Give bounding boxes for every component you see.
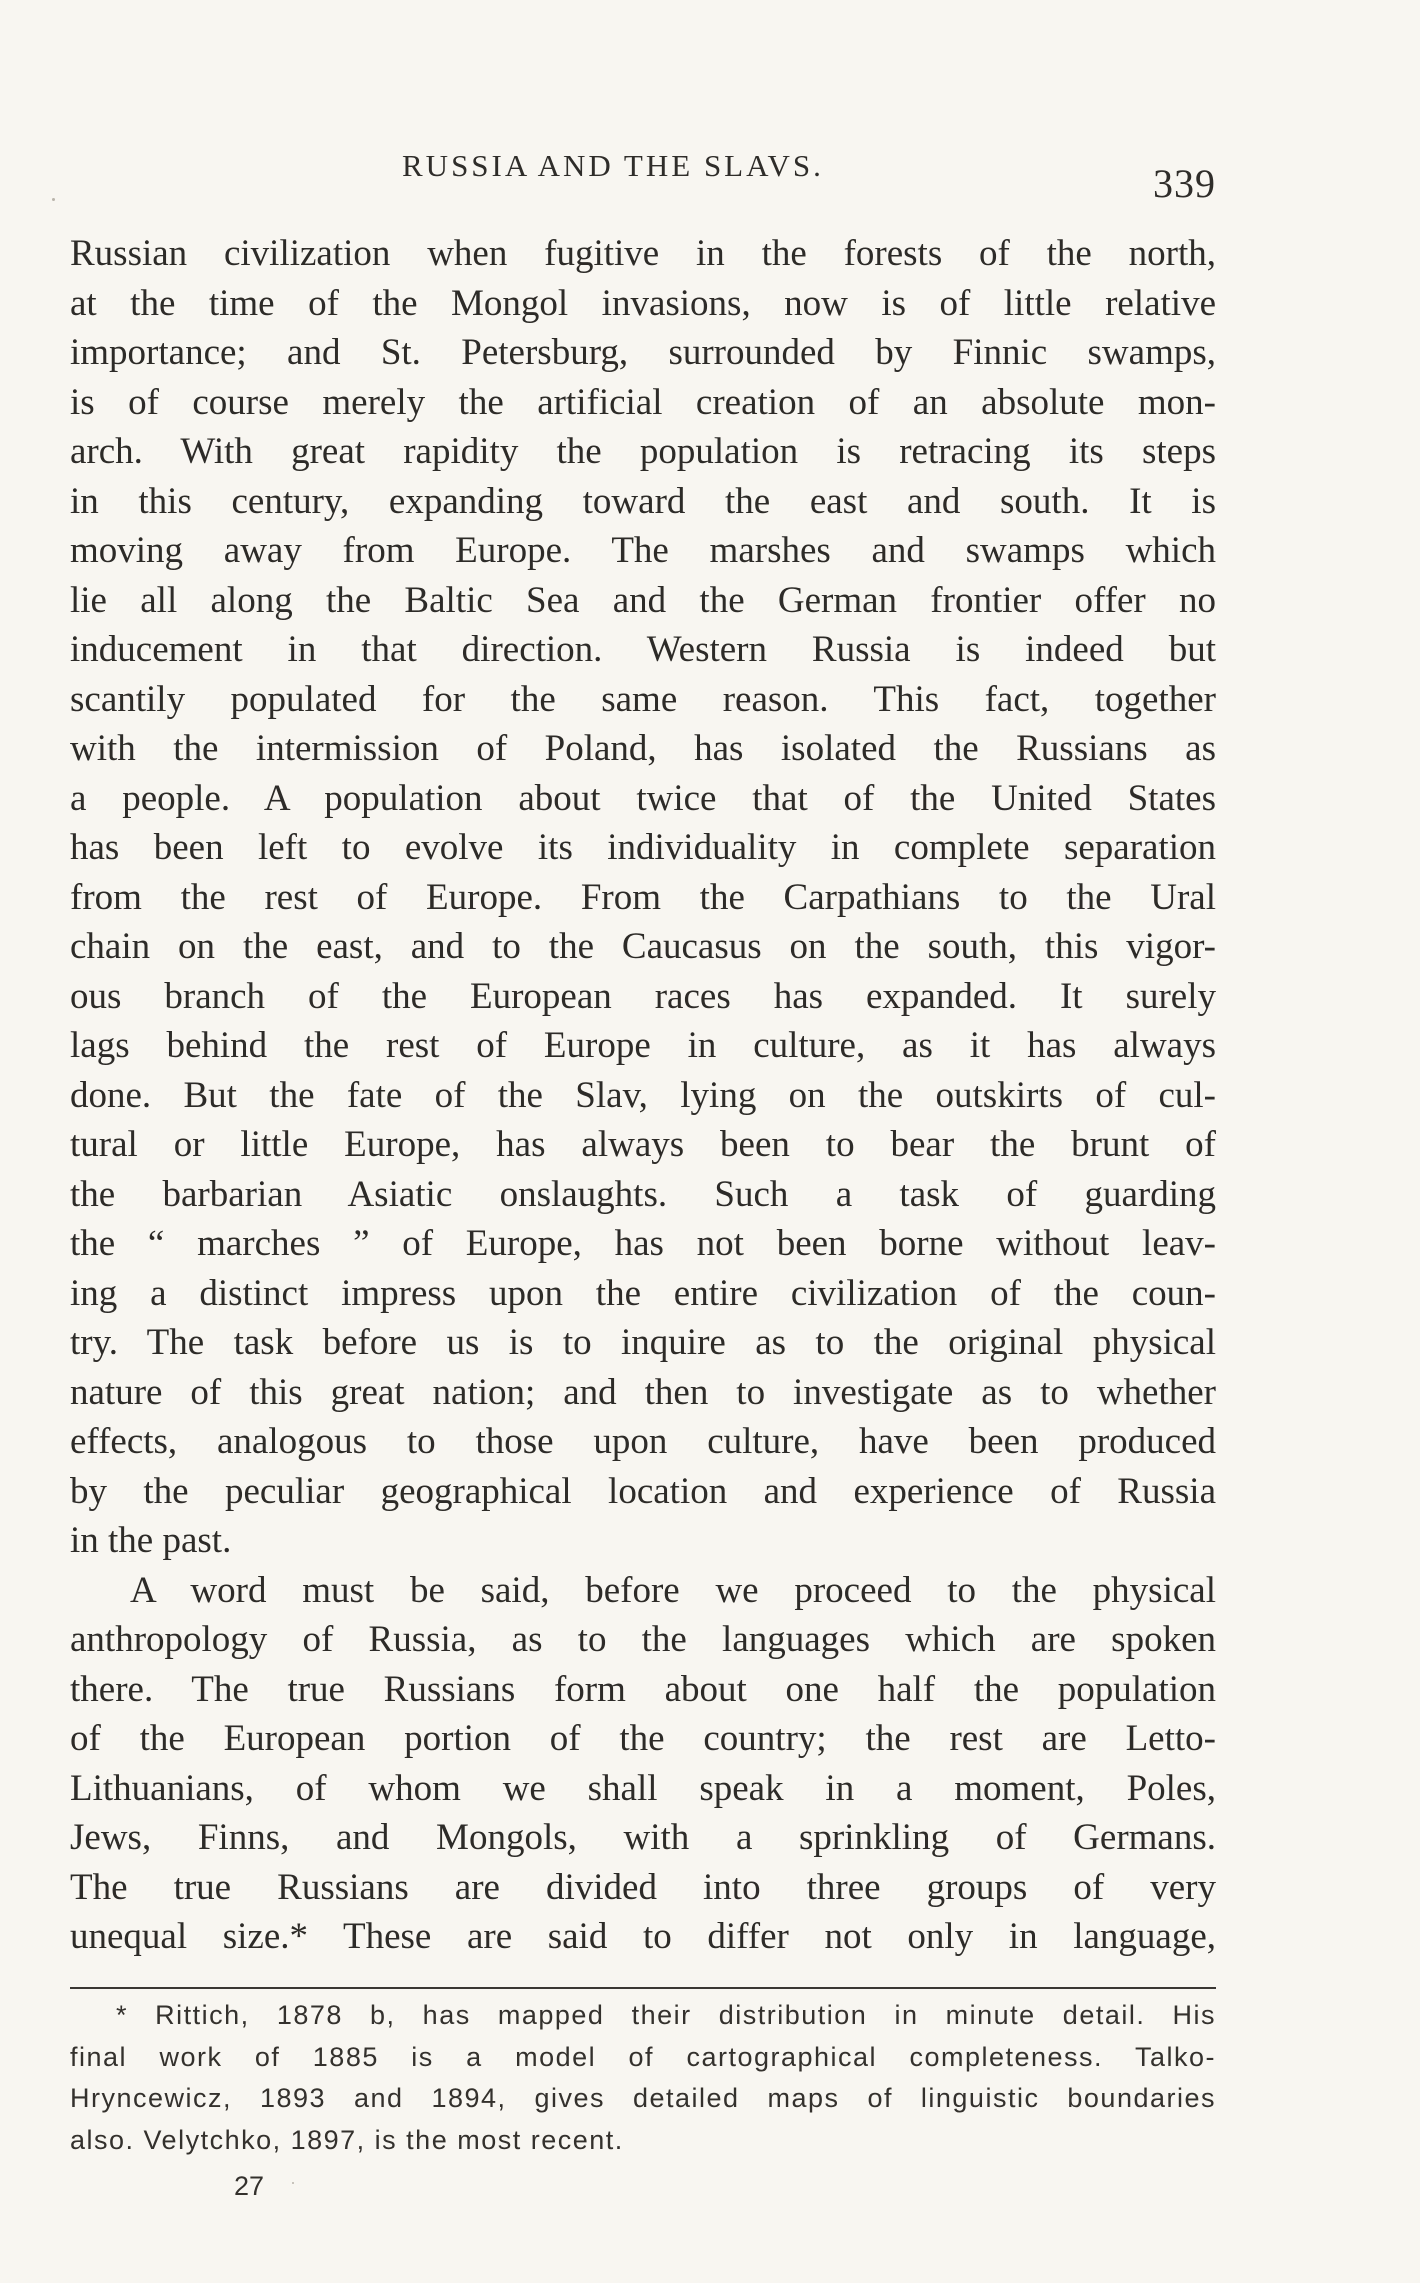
text-line: Lithuanians, of whom we shall speak in a moment, Poles,	[70, 1767, 1216, 1809]
text-line: effects, analogous to those upon culture, have been produced	[70, 1421, 1216, 1462]
text-line: done. But the fate of the Slav, lying on the outskirts of cul-	[70, 1074, 1216, 1116]
footnote-line: also. Velytchko, 1897, is the most recent.	[70, 2124, 624, 2155]
text-line: importance; and St. Petersburg, surrounded by Finnic swamps,	[70, 332, 1216, 373]
text-line: nature of this great nation; and then to investigate as to whether	[70, 1371, 1216, 1413]
text-line: by the peculiar geographical location and experience of Russia	[70, 1470, 1216, 1512]
running-title: RUSSIA AND THE SLAVS.	[402, 148, 824, 183]
text-line: chain on the east, and to the Caucasus on the south, this vigor-	[70, 926, 1216, 967]
text-line: in the past.	[70, 1520, 232, 1561]
text-line: anthropology of Russia, as to the languages which are spoken	[70, 1619, 1216, 1660]
text-line: arch. With great rapidity the population is retracing its steps	[70, 431, 1216, 472]
footnote-line: * Rittich, 1878 b, has mapped their distribution in minute detail. His	[116, 2000, 1216, 2030]
text-line: the “ marches ” of Europe, has not been borne without leav-	[70, 1223, 1216, 1264]
text-line: A word must be said, before we proceed to the physical	[130, 1569, 1216, 1611]
footnote-rule	[70, 1987, 1216, 1989]
text-line: inducement in that direction. Western Russia is indeed but	[70, 629, 1216, 670]
text-line: ing a distinct impress upon the entire civilization of the coun-	[70, 1272, 1216, 1314]
text-line: Russian civilization when fugitive in the forests of the north,	[70, 233, 1216, 274]
footnote	[70, 1995, 1216, 2161]
text-line: with the intermission of Poland, has isolated the Russians as	[70, 728, 1216, 769]
text-line: the barbarian Asiatic onslaughts. Such a task of guarding	[70, 1173, 1216, 1215]
text-line: there. The true Russians form about one half the population	[70, 1668, 1216, 1710]
text-line: tural or little Europe, has always been to bear the brunt of	[70, 1124, 1216, 1165]
text-line: at the time of the Mongol invasions, now is of little relative	[70, 282, 1216, 324]
page-number: 339	[1153, 161, 1216, 206]
footnote-line: final work of 1885 is a model of cartographical completeness. Talko-	[70, 2041, 1216, 2072]
text-line: has been left to evolve its individuality in complete separation	[70, 827, 1216, 868]
text-line: a people. A population about twice that of the United States	[70, 777, 1216, 819]
text-line: lie all along the Baltic Sea and the German frontier offer no	[70, 579, 1216, 621]
text-line: of the European portion of the country; the rest are Letto-	[70, 1718, 1216, 1759]
text-line: The true Russians are divided into three groups of very	[70, 1866, 1216, 1908]
text-line: in this century, expanding toward the east and south. It is	[70, 480, 1216, 522]
text-line: scantily populated for the same reason. This fact, together	[70, 678, 1216, 720]
text-line: is of course merely the artificial creation of an absolute mon-	[70, 381, 1216, 423]
text-line: moving away from Europe. The marshes and swamps which	[70, 530, 1216, 571]
paper-speck	[52, 198, 55, 201]
text-line: from the rest of Europe. From the Carpathians to the Ural	[70, 876, 1216, 918]
text-line: try. The task before us is to inquire as to the original physical	[70, 1322, 1216, 1363]
footnote-line: Hryncewicz, 1893 and 1894, gives detailed maps of linguistic boundaries	[70, 2083, 1216, 2113]
text-line: Jews, Finns, and Mongols, with a sprinkling of Germans.	[70, 1817, 1216, 1858]
text-line: lags behind the rest of Europe in culture, as it has always	[70, 1025, 1216, 1066]
text-line: ous branch of the European races has expanded. It surely	[70, 975, 1216, 1017]
text-line: unequal size.* These are said to differ not only in language,	[70, 1916, 1216, 1957]
signature-mark: 27	[234, 2171, 265, 2201]
paper-speck	[292, 2182, 294, 2184]
body-text	[70, 229, 1216, 1962]
